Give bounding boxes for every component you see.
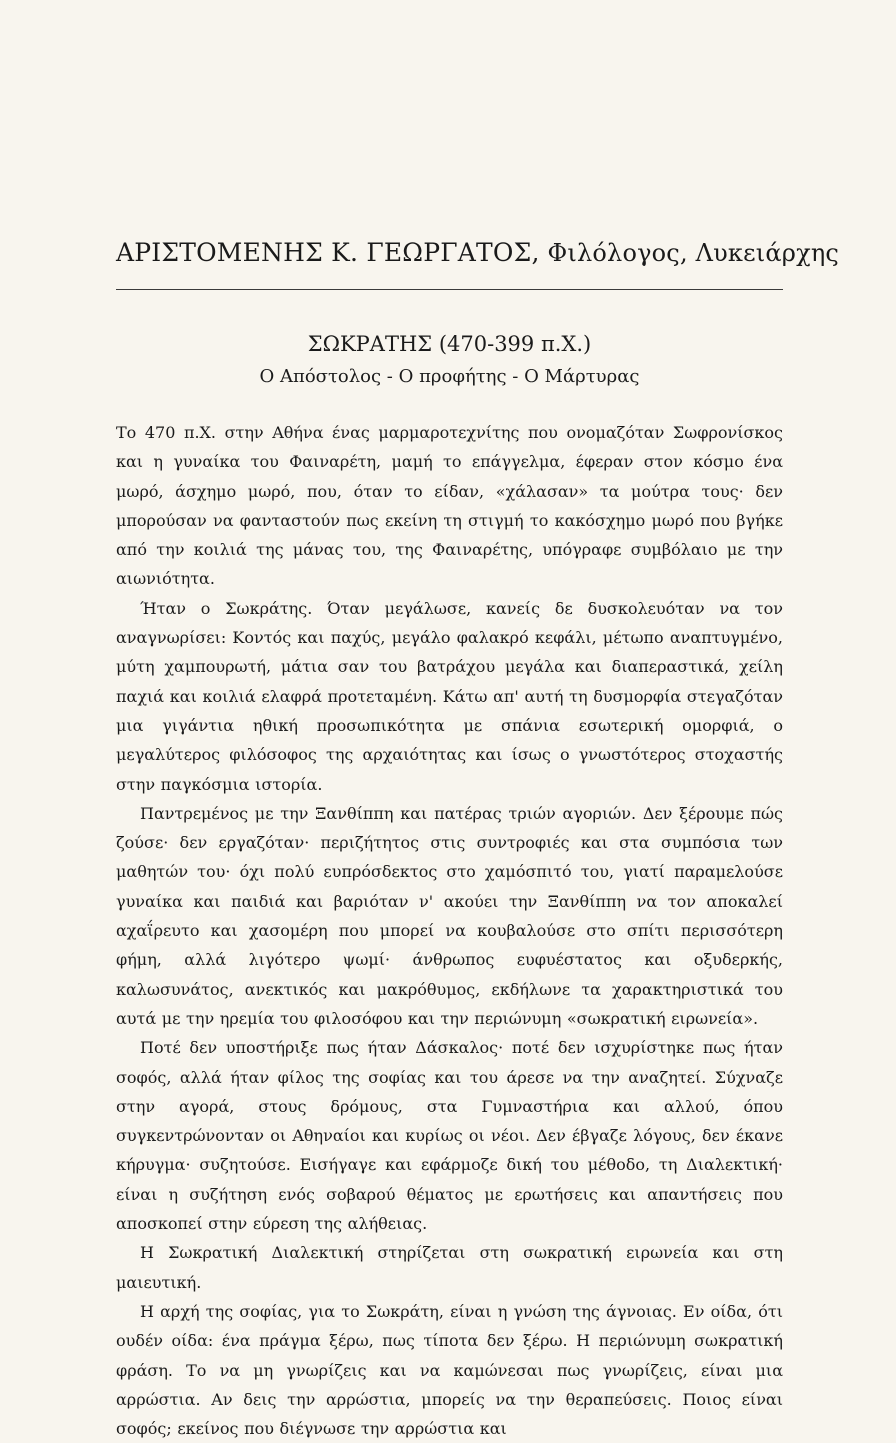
paragraph-4: Ποτέ δεν υποστήριξε πως ήταν Δάσκαλος· ποτέ δεν ισχυρίστηκε πως ήταν σοφός, αλλά ήταν φίλος της σοφίας και του άρεσε να την αναζητεί. Σύχναζε στην αγορά, στους δρόμους, στα Γυμναστήρια και αλλού, όπου συγκεντρώνονταν οι Αθηναίοι και κυρίως οι νέοι. Δεν έβγαζε λόγους, δεν έκανε κήρυγμα· συζητούσε. Εισήγαγε και εφάρμοζε δική του μέθοδο, τη Διαλεκτική· είναι η συζήτηση ενός σοβαρού θέματος με ερωτήσεις και απαντήσεις που αποσκοπεί στην εύρεση της αλήθειας.: [116, 1038, 783, 1234]
header-rule: [116, 289, 783, 290]
article-title: ΣΩΚΡΑΤΗΣ (470-399 π.Χ.): [307, 332, 592, 356]
paragraph-3: Παντρεμένος με την Ξανθίππη και πατέρας τριών αγοριών. Δεν ξέρουμε πώς ζούσε· δεν εργαζόταν· περιζήτητος στις συντροφιές και στα συμπόσια των μαθητών του· όχι πολύ ευπρόσδεκτος στο χαμόσπιτό του, γιατί παραμελούσε γυναίκα και παιδιά και βαριόταν ν' ακούει την Ξανθίππη να τον αποκαλεί αχαΐρευτο και χασομέρη που μπορεί να κουβαλούσε στο σπίτι περισσότερη φήμη, αλλά λιγότερο ψωμί· άνθρωπος ευφυέστατος και οξυδερκής, καλωσυνάτος, ανεκτικός και μακρόθυμος, εκδήλωνε τα χαρακτηριστικά του αυτά με την ηρεμία του φιλοσόφου και την περιώνυμη «σωκρατική ειρωνεία».: [116, 803, 783, 1028]
article-body: [116, 418, 783, 1443]
author-name: ΑΡΙΣΤΟΜΕΝΗΣ Κ. ΓΕΩΡΓΑΤΟΣ,: [116, 238, 540, 267]
paragraph-6: Η αρχή της σοφίας, για το Σωκράτη, είναι η γνώση της άγνοιας. Εν οίδα, ότι ουδέν οίδα: ένα πράγμα ξέρω, πως τίποτα δεν ξέρω. Η περιώνυμη σωκρατική φράση. Το να μη γνωρίζεις και να καμώνεσαι πως γνωρίζεις, είναι μια αρρώστια. Αν δεις την αρρώστια, μπορείς να την θεραπεύσεις. Ποιος είναι σοφός; εκείνος που διέγνωσε την αρρώστια και: [116, 1301, 783, 1439]
author-header: [116, 238, 840, 267]
article-subtitle: Ο Απόστολος - Ο προφήτης - Ο Μάρτυρας: [259, 366, 640, 387]
paragraph-1: Το 470 π.Χ. στην Αθήνα ένας μαρμαροτεχνίτης που ονομαζόταν Σωφρονίσκος και η γυναίκα του Φαιναρέτη, μαμή το επάγγελμα, έφεραν στον κόσμο ένα μωρό, άσχημο μωρό, που, όταν το είδαν, «χάλασαν» τα μούτρα τους· δεν μπορούσαν να φανταστούν πως εκείνη τη στιγμή το κακόσχημο μωρό που βγήκε από την κοιλιά της μάνας του, της Φαιναρέτης, υπόγραφε συμβόλαιο με την αιωνιότητα.: [116, 423, 783, 589]
paragraph-5: Η Σωκρατική Διαλεκτική στηρίζεται στη σωκρατική ειρωνεία και στη μαιευτική.: [116, 1243, 783, 1292]
paragraph-2: Ήταν ο Σωκράτης. Όταν μεγάλωσε, κανείς δε δυσκολευόταν να τον αναγνωρίσει: Κοντός και παχύς, μεγάλο φαλακρό κεφάλι, μέτωπο αναπτυγμένο, μύτη χαμπουρωτή, μάτια σαν του βατράχου μεγάλα και διαπεραστικά, χείλη παχιά και κοιλιά ελαφρά προτεταμένη. Κάτω απ' αυτή τη δυσμορφία στεγαζόταν μια γιγάντια ηθική προσωπικότητα με σπάνια εσωτερική ομορφιά, ο μεγαλύτερος φιλόσοφος της αρχαιότητας και ίσως ο γνωστότερος στοχαστής στην παγκόσμια ιστορία.: [116, 598, 783, 794]
author-role: Φιλόλογος, Λυκειάρχης: [547, 239, 840, 267]
